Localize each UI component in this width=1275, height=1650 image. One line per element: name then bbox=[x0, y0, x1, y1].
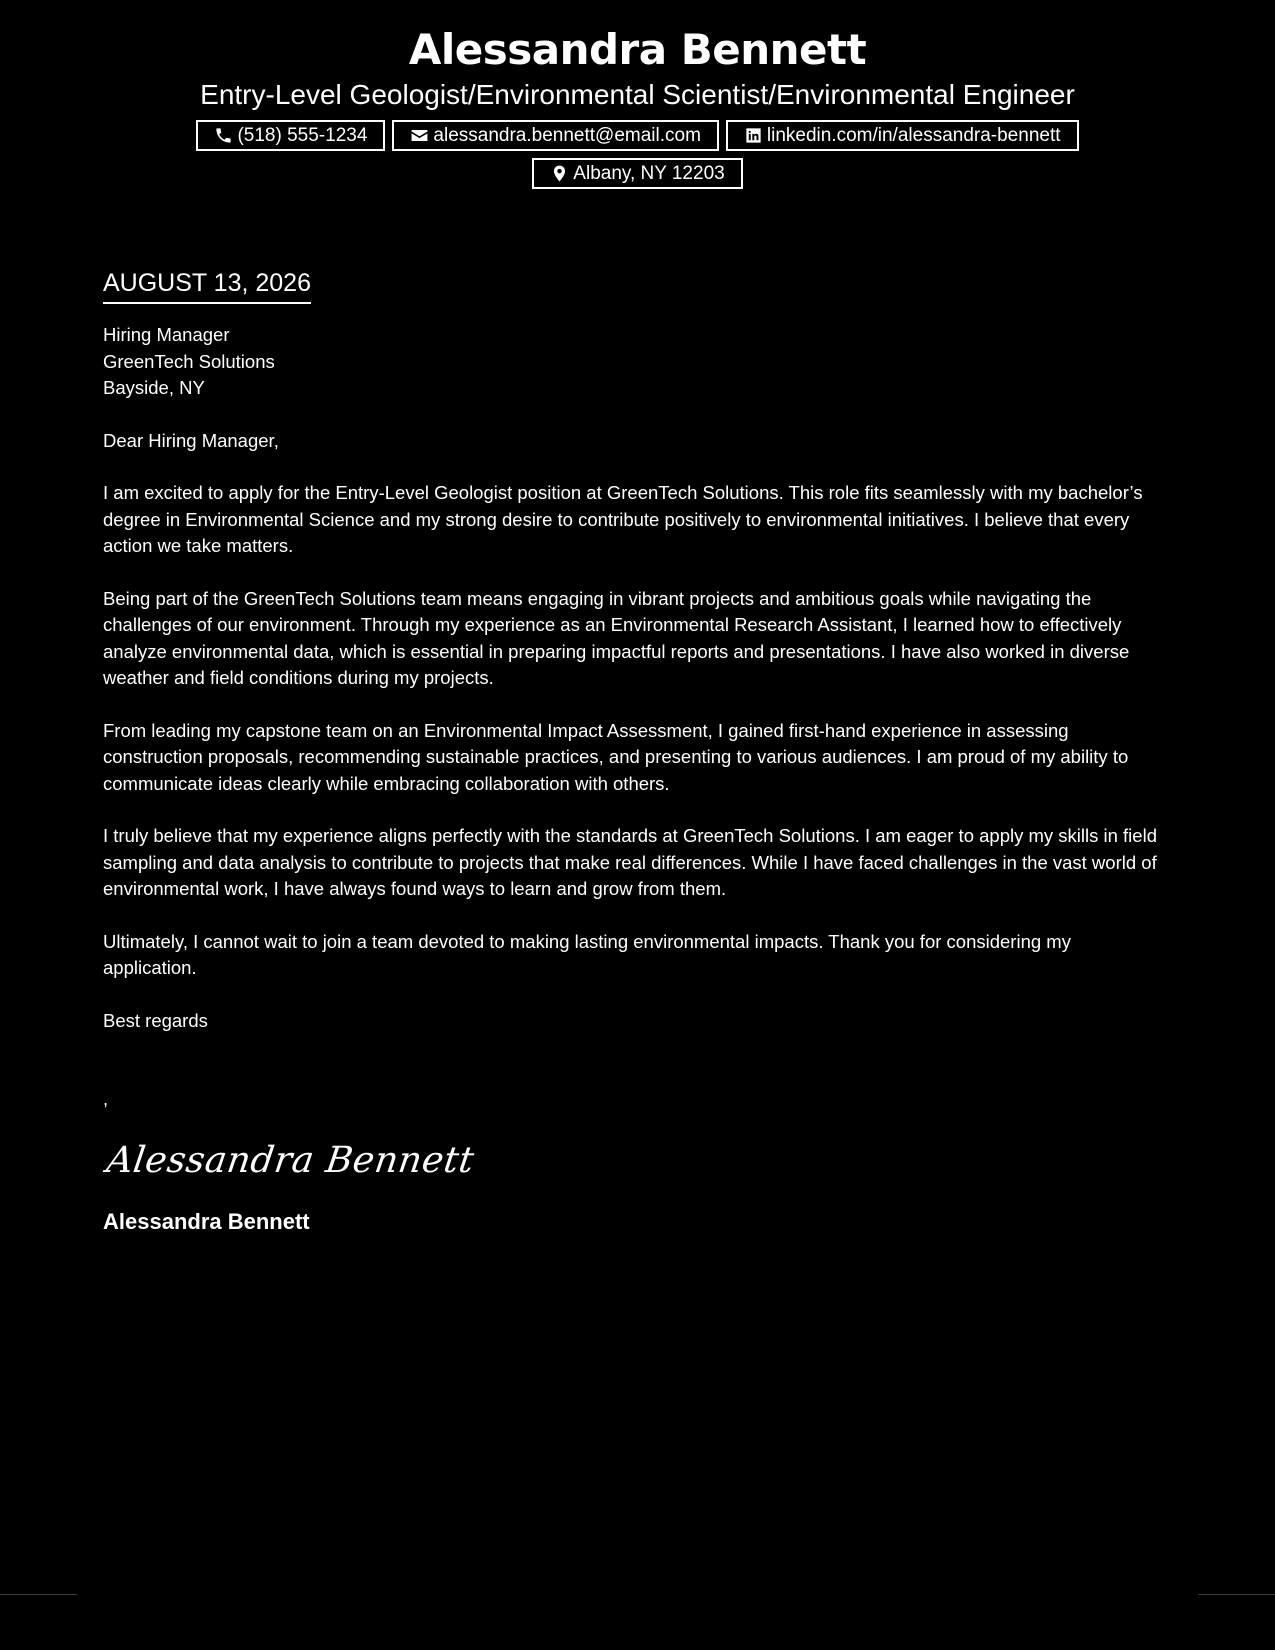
contact-location bbox=[532, 158, 742, 189]
contact-location-text: Albany, NY 12203 bbox=[573, 163, 725, 184]
linkedin-icon bbox=[744, 126, 763, 145]
greeting: Dear Hiring Manager, bbox=[103, 429, 279, 451]
recipient-company: GreenTech Solutions bbox=[103, 350, 275, 372]
body-paragraph-3: From leading my capstone team on an Environmental Impact Assessment, I gained first-hand experience in assessing construction proposals, recommending sustainable practices, and presenting to various audiences. I am proud of my ability to communicate ideas clearly while embracing collaboration with others. bbox=[103, 719, 1129, 794]
body-paragraph-4: I truly believe that my experience aligns perfectly with the standards at GreenTech Solutions. I am eager to apply my skills in field sampling and data analysis to contribute to projects that make real differences. While I have faced challenges in the vast world of environmental work, I have always found ways to learn and grow from them. bbox=[103, 825, 1157, 899]
printed-name: Alessandra Bennett bbox=[103, 1209, 310, 1234]
letter-header bbox=[0, 22, 1275, 189]
contact-email-text: alessandra.bennett@email.com bbox=[433, 125, 701, 146]
footer-divider-right bbox=[1198, 1594, 1275, 1595]
contact-phone-text: (518) 555-1234 bbox=[237, 125, 368, 146]
contact-list bbox=[188, 120, 1088, 189]
handwritten-signature: Alessandra Bennett bbox=[104, 1140, 477, 1181]
contact-phone[interactable] bbox=[196, 120, 385, 151]
envelope-icon bbox=[410, 126, 429, 145]
letter-body bbox=[103, 266, 1165, 1237]
contact-linkedin-text: linkedin.com/in/alessandra-bennett bbox=[766, 125, 1061, 146]
recipient-location: Bayside, NY bbox=[103, 377, 205, 398]
body-paragraph-5: Ultimately, I cannot wait to join a team devoted to making lasting environmental impacts. Thank you for considering my application. bbox=[103, 930, 1071, 978]
footer-divider-left bbox=[0, 1594, 77, 1595]
letter-date: AUGUST 13, 2026 bbox=[103, 266, 311, 304]
phone-icon bbox=[214, 126, 233, 145]
applicant-headline: Entry-Level Geologist/Environmental Scientist/Environmental Engineer bbox=[200, 79, 1075, 110]
recipient-title: Hiring Manager bbox=[103, 324, 230, 345]
contact-linkedin[interactable] bbox=[726, 120, 1079, 151]
applicant-name: Alessandra Bennett bbox=[408, 25, 867, 74]
body-paragraph-2: Being part of the GreenTech Solutions team means engaging in vibrant projects and ambitious goals while navigating the challenges of our environment. Through my experience as an Environmental Research Assistant, I learned how to effectively analyze environmental data, which is essential in preparing impactful reports and presentations. I have also worked in diverse weather and field conditions during my projects. bbox=[103, 587, 1130, 688]
closing-comma: , bbox=[103, 1088, 109, 1109]
map-pin-icon bbox=[550, 164, 569, 183]
recipient-block bbox=[103, 322, 1165, 402]
closing: Best regards bbox=[103, 1009, 208, 1031]
body-paragraph-1: I am excited to apply for the Entry-Level Geologist position at GreenTech Solutions. This role fits seamlessly with my bachelor’s degree in Environmental Science and my strong desire to contribute positively to environmental initiatives. I believe that every action we take matters. bbox=[103, 482, 1143, 556]
contact-email[interactable] bbox=[392, 120, 718, 151]
